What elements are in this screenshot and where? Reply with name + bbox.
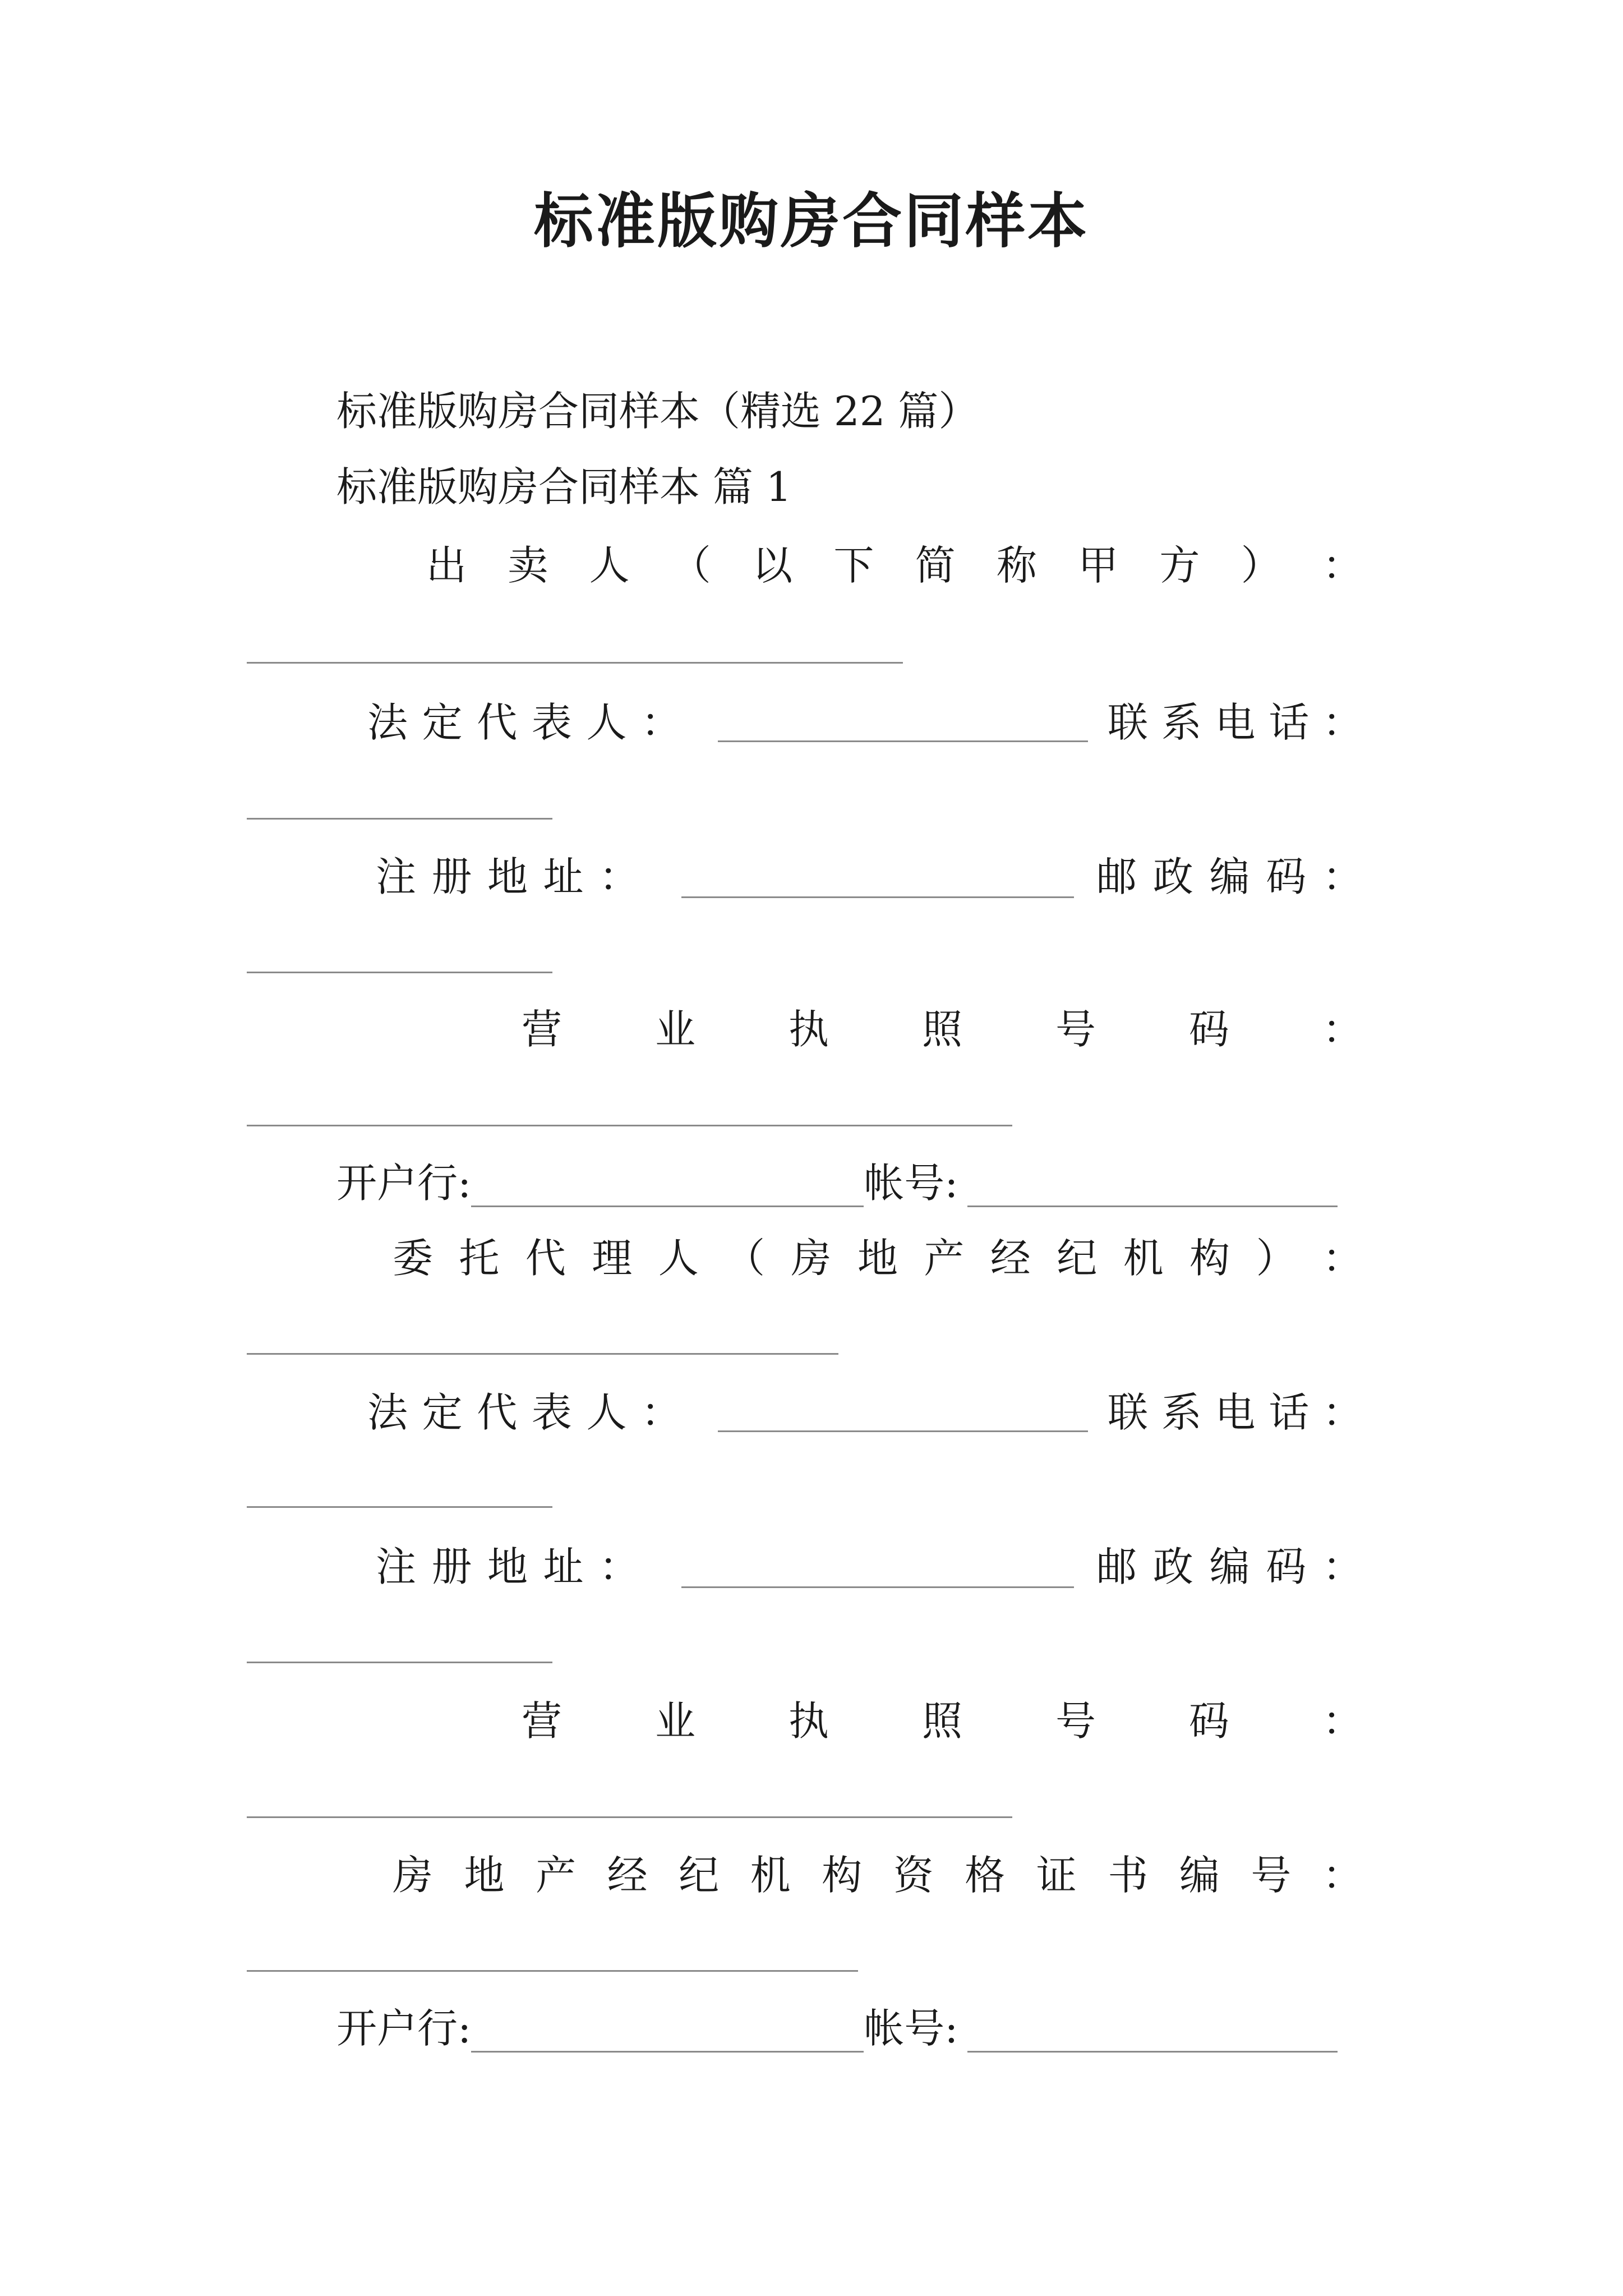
seller-char: 甲 xyxy=(1078,542,1119,589)
postal-code-char: 编 xyxy=(1209,1543,1250,1590)
agency-cert-char: ： xyxy=(1322,1852,1363,1899)
agent-legal-rep-label xyxy=(367,1388,681,1437)
agent-char: 委 xyxy=(393,1235,434,1282)
postal-code-blank[interactable] xyxy=(247,972,552,973)
reg-address-char: 册 xyxy=(431,1543,472,1590)
agent-char: 代 xyxy=(525,1235,566,1282)
seller-char: 以 xyxy=(752,542,793,589)
agent-char: ） xyxy=(1256,1235,1297,1282)
contact-phone-char: 电 xyxy=(1215,1389,1256,1436)
agent-business-license-blank[interactable] xyxy=(247,1816,1012,1818)
business-license-char: 号 xyxy=(1055,1006,1096,1053)
agent-char: 理 xyxy=(592,1235,633,1282)
agent-char: 纪 xyxy=(1057,1235,1098,1282)
contact-phone-char: 系 xyxy=(1161,1389,1202,1436)
agent-char: 地 xyxy=(857,1235,898,1282)
legal-rep-char: 表 xyxy=(531,699,572,746)
legal-rep-char: 代 xyxy=(477,699,518,746)
agency-cert-char: 资 xyxy=(893,1852,934,1899)
contact-phone-char: ： xyxy=(1322,1389,1363,1436)
agency-cert-char: 书 xyxy=(1108,1852,1149,1899)
bank-label: 开户行: xyxy=(336,1159,472,1207)
seller-char: ： xyxy=(1322,542,1363,589)
agency-cert-blank[interactable] xyxy=(247,1970,858,1972)
agent-bank-blank[interactable] xyxy=(471,2015,864,2053)
section-heading: 标准版购房合同样本 篇 1 xyxy=(336,463,792,510)
agent-label xyxy=(393,1234,1363,1282)
contact-phone-char: 话 xyxy=(1269,1389,1310,1436)
agency-cert-char: 经 xyxy=(607,1852,648,1899)
agent-char: 经 xyxy=(990,1235,1031,1282)
contact-phone-label xyxy=(1108,698,1363,747)
postal-code-label xyxy=(1096,853,1363,901)
legal-rep-char: 人 xyxy=(586,699,627,746)
agency-cert-char: 纪 xyxy=(679,1852,720,1899)
agency-cert-char: 地 xyxy=(464,1852,505,1899)
seller-char: ） xyxy=(1241,542,1281,589)
seller-char: 简 xyxy=(915,542,956,589)
contact-phone-char: 话 xyxy=(1269,699,1310,746)
reg-address-char: ： xyxy=(598,1543,639,1590)
seller-char: 方 xyxy=(1159,542,1200,589)
seller-blank[interactable] xyxy=(247,662,903,664)
contact-phone-blank[interactable] xyxy=(247,818,552,820)
agent-bank-label: 开户行: xyxy=(336,2005,472,2052)
business-license-char: 照 xyxy=(921,1697,962,1745)
legal-rep-char: 法 xyxy=(367,1389,408,1436)
account-blank[interactable] xyxy=(967,1170,1338,1207)
agent-contact-phone-blank[interactable] xyxy=(247,1506,552,1508)
agency-cert-char: 号 xyxy=(1251,1852,1292,1899)
business-license-char: ： xyxy=(1322,1697,1363,1745)
postal-code-char: 码 xyxy=(1266,1543,1307,1590)
agency-cert-char: 产 xyxy=(536,1852,577,1899)
business-license-char: 业 xyxy=(654,1006,695,1053)
business-license-char: ： xyxy=(1322,1006,1363,1053)
reg-address-char: ： xyxy=(598,853,639,900)
business-license-char: 码 xyxy=(1188,1697,1229,1745)
business-license-char: 执 xyxy=(788,1006,829,1053)
agency-cert-char: 房 xyxy=(393,1852,434,1899)
reg-address-char: 地 xyxy=(487,1543,528,1590)
agent-reg-address-blank[interactable] xyxy=(681,1586,1074,1588)
legal-rep-char: 人 xyxy=(586,1389,627,1436)
agency-cert-char: 证 xyxy=(1036,1852,1077,1899)
agent-reg-address-label xyxy=(376,1543,639,1591)
seller-char: 下 xyxy=(833,542,874,589)
postal-code-char: 编 xyxy=(1209,853,1250,900)
agent-char: 房 xyxy=(791,1235,832,1282)
bank-blank[interactable] xyxy=(471,1170,864,1207)
seller-label xyxy=(426,541,1363,590)
business-license-char: 执 xyxy=(788,1697,829,1745)
agent-blank[interactable] xyxy=(247,1353,838,1355)
agent-char: 托 xyxy=(459,1235,500,1282)
contact-phone-char: 联 xyxy=(1108,1389,1149,1436)
contact-phone-char: 电 xyxy=(1215,699,1256,746)
agent-legal-rep-blank[interactable] xyxy=(718,1430,1088,1432)
contact-phone-char: 系 xyxy=(1161,699,1202,746)
legal-rep-char: 定 xyxy=(422,699,463,746)
business-license-char: 码 xyxy=(1188,1006,1229,1053)
contact-phone-char: 联 xyxy=(1108,699,1149,746)
seller-char: 卖 xyxy=(508,542,548,589)
business-license-char: 业 xyxy=(654,1697,695,1745)
business-license-blank[interactable] xyxy=(247,1125,1012,1126)
agent-postal-code-blank[interactable] xyxy=(247,1662,552,1663)
legal-rep-label xyxy=(367,698,681,747)
postal-code-char: ： xyxy=(1322,1543,1363,1590)
reg-address-char: 册 xyxy=(431,853,472,900)
reg-address-char: 址 xyxy=(543,1543,584,1590)
agent-char: 产 xyxy=(924,1235,965,1282)
agent-business-license-label xyxy=(522,1697,1363,1745)
legal-rep-char: 表 xyxy=(531,1389,572,1436)
postal-code-char: 邮 xyxy=(1096,1543,1137,1590)
legal-rep-blank[interactable] xyxy=(718,740,1088,742)
reg-address-blank[interactable] xyxy=(681,896,1074,898)
postal-code-char: 邮 xyxy=(1096,853,1137,900)
seller-char: （ xyxy=(670,542,711,589)
agent-account-label: 帐号: xyxy=(864,2005,958,2052)
reg-address-char: 地 xyxy=(487,853,528,900)
agency-cert-char: 格 xyxy=(965,1852,1006,1899)
seller-char: 出 xyxy=(426,542,467,589)
agent-char: ： xyxy=(1322,1235,1363,1282)
business-license-char: 营 xyxy=(522,1006,562,1053)
agent-account-blank[interactable] xyxy=(967,2015,1338,2053)
agent-char: （ xyxy=(725,1235,766,1282)
agent-char: 构 xyxy=(1189,1235,1230,1282)
business-license-char: 营 xyxy=(522,1697,562,1745)
seller-char: 人 xyxy=(589,542,630,589)
agency-cert-char: 构 xyxy=(822,1852,863,1899)
account-label: 帐号: xyxy=(864,1159,958,1207)
agency-cert-label xyxy=(393,1851,1363,1899)
agent-char: 机 xyxy=(1123,1235,1164,1282)
bank-account-row xyxy=(336,1159,1338,1207)
legal-rep-char: 法 xyxy=(367,699,408,746)
business-license-label xyxy=(522,1005,1363,1053)
agent-bank-account-row xyxy=(336,2004,1338,2053)
legal-rep-char: 代 xyxy=(477,1389,518,1436)
business-license-char: 号 xyxy=(1055,1697,1096,1745)
agency-cert-char: 机 xyxy=(750,1852,791,1899)
seller-char: 称 xyxy=(996,542,1037,589)
legal-rep-char: ： xyxy=(640,1389,681,1436)
document-title: 标准版购房合同样本 xyxy=(534,186,1089,256)
document-subtitle: 标准版购房合同样本（精选 22 篇） xyxy=(336,388,979,435)
reg-address-char: 注 xyxy=(376,853,417,900)
postal-code-char: 码 xyxy=(1266,853,1307,900)
legal-rep-char: 定 xyxy=(422,1389,463,1436)
reg-address-char: 址 xyxy=(543,853,584,900)
reg-address-char: 注 xyxy=(376,1543,417,1590)
agent-postal-code-label xyxy=(1096,1543,1363,1591)
business-license-char: 照 xyxy=(921,1006,962,1053)
contact-phone-char: ： xyxy=(1322,699,1363,746)
legal-rep-char: ： xyxy=(640,699,681,746)
postal-code-char: ： xyxy=(1322,853,1363,900)
postal-code-char: 政 xyxy=(1152,853,1193,900)
agent-char: 人 xyxy=(658,1235,699,1282)
agency-cert-char: 编 xyxy=(1179,1852,1220,1899)
postal-code-char: 政 xyxy=(1152,1543,1193,1590)
agent-contact-phone-label xyxy=(1108,1388,1363,1437)
reg-address-label xyxy=(376,853,639,901)
